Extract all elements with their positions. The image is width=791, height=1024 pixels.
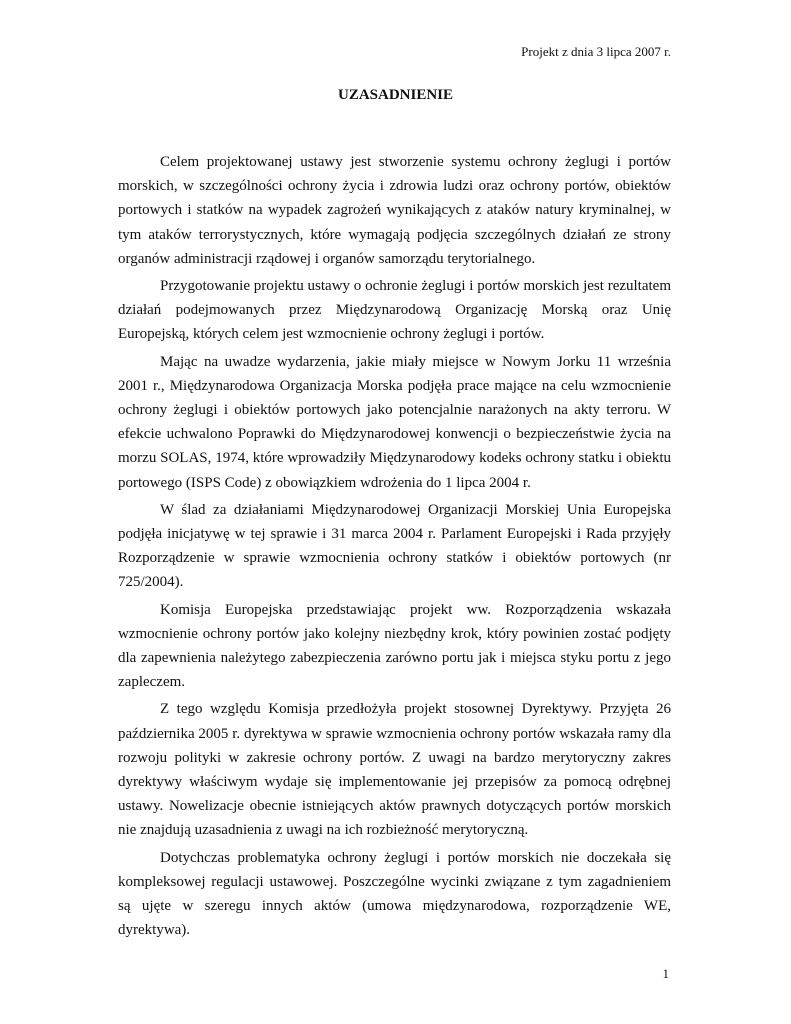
document-date-note: Projekt z dnia 3 lipca 2007 r. <box>521 44 671 59</box>
paragraph-5: Komisja Europejska przedstawiając projekt ww. Rozporządzenia wskazała wzmocnienie ochrony portów jako kolejny niezbędny krok, który powinien zostać podjęty dla zapewnienia należytego zabezpieczenia zarówno portu jak i miejsca styku portu z jego zapleczem. <box>118 601 671 691</box>
paragraph-1: Celem projektowanej ustawy jest stworzenie systemu ochrony żeglugi i portów morskich, w szczególności ochrony życia i zdrowia ludzi oraz ochrony portów, obiektów portowych i statków na wypadek zagrożeń wynikających z ataków natury kryminalnej, w tym ataków terrorystycznych, które wymagają podjęcia szczególnych działań ze strony organów administracji rządowej i organów samorządu terytorialnego. <box>118 154 671 267</box>
paragraph-2: Przygotowanie projektu ustawy o ochronie żeglugi i portów morskich jest rezultatem działań podejmowanych przez Międzynarodową Organizację Morską oraz Unię Europejską, których celem jest wzmocnienie ochrony żeglugi i portów. <box>118 278 671 343</box>
paragraph-3: Mając na uwadze wydarzenia, jakie miały miejsce w Nowym Jorku 11 września 2001 r., Międzynarodowa Organizacja Morska podjęła prace mające na celu wzmocnienie ochrony żeglugi i obiektów portowych jako potencjalnie narażonych na akty terroru. W efekcie uchwalono Poprawki do Międzynarodowej konwencji o bezpieczeństwie życia na morzu SOLAS, 1974, które wprowadziły Międzynarodowy kodeks ochrony statku i obiektu portowego (ISPS Code) z obowiązkiem wdrożenia do 1 lipca 2004 r. <box>118 353 671 491</box>
paragraph-6: Z tego względu Komisja przedłożyła projekt stosownej Dyrektywy. Przyjęta 26 października 2005 r. dyrektywa w sprawie wzmocnienia ochrony portów wskazała ramy dla rozwoju polityki w zakresie ochrony portów. Z uwagi na bardzo merytoryczny zakres dyrektywy właściwym wydaje się implementowanie jej przepisów za pomocą odrębnej ustawy. Nowelizacje obecnie istniejących aktów prawnych dotyczących portów morskich nie znajdują uzasadnienia z uwagi na ich rozbieżność merytoryczną. <box>118 701 671 839</box>
document-body <box>118 150 671 943</box>
paragraph-4: W ślad za działaniami Międzynarodowej Organizacji Morskiej Unia Europejska podjęła inicjatywę w tej sprawie i 31 marca 2004 r. Parlament Europejski i Rada przyjęły Rozporządzenie w sprawie wzmocnienia ochrony statków i obiektów portowych (nr 725/2004). <box>118 501 671 591</box>
document-title: UZASADNIENIE <box>337 87 454 103</box>
page-number: 1 <box>662 966 669 981</box>
paragraph-7: Dotychczas problematyka ochrony żeglugi i portów morskich nie doczekała się kompleksowej regulacji ustawowej. Poszczególne wycinki związane z tym zagadnieniem są ujęte w szeregu innych aktów (umowa międzynarodowa, rozporządzenie WE, dyrektywa). <box>118 849 671 939</box>
